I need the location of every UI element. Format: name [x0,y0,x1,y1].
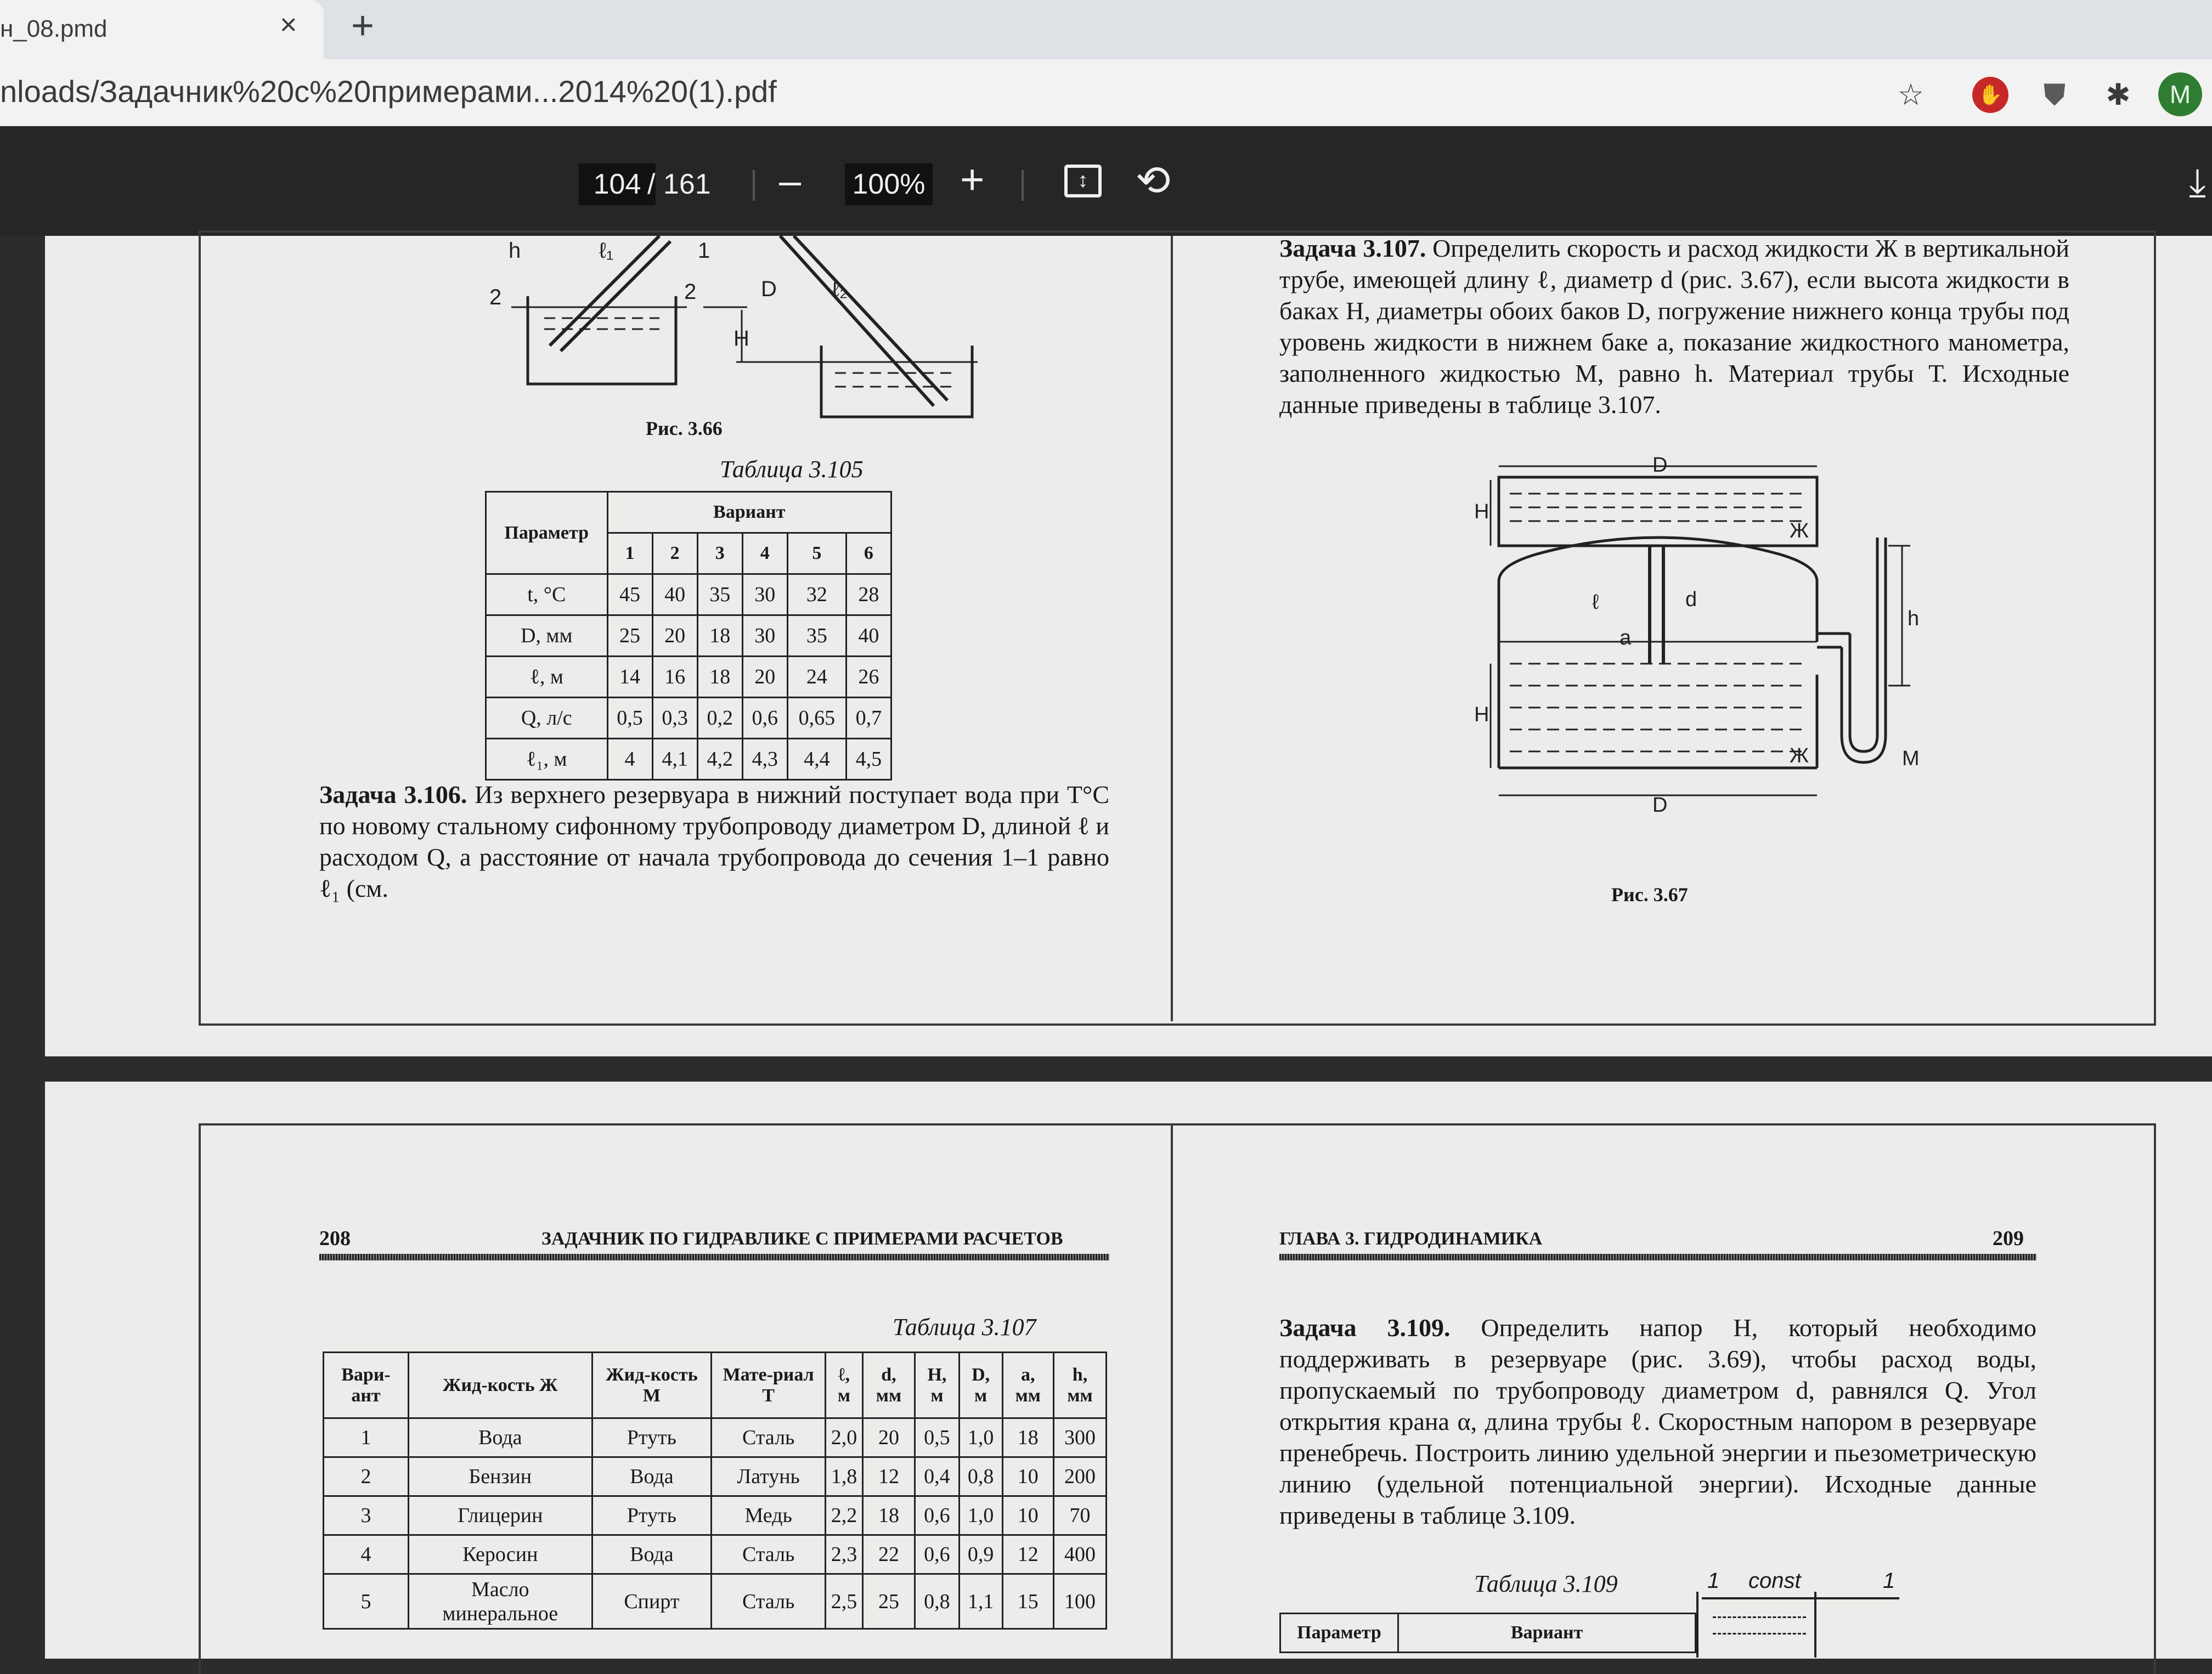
table-3-105 [485,491,892,781]
header-rule [1279,1254,2036,1260]
row-param: t, °С [486,574,608,615]
task-3-109 [1279,1312,2036,1531]
cell: 26 [846,657,891,698]
cell: 70 [1054,1496,1107,1535]
fig369-water [1713,1616,1806,1618]
cell: 3 [324,1496,409,1535]
cell: 4,1 [652,739,697,780]
shield-icon[interactable]: ⛊ [2043,78,2066,111]
cell: 16 [652,657,697,698]
cell: 35 [787,615,846,657]
fig367-label-zh-top: Ж [1790,519,1809,542]
table-3-109 [1279,1613,1696,1653]
variant-col: 4 [742,533,787,574]
fig369-line [1702,1597,1899,1599]
table-header: Жид-кость М [592,1353,712,1418]
table-3-107 [323,1351,1107,1630]
pdf-page [45,1082,2212,1659]
fig367-label-h: h [1908,607,1920,630]
cell: 4 [324,1535,409,1574]
table-header: Вариант [607,492,891,533]
cell: 20 [862,1418,915,1457]
cell: 4,2 [697,739,742,780]
fig366-label-d: D [761,277,777,301]
extensions-puzzle-icon[interactable]: ✱ [2106,78,2131,111]
cell: 45 [607,574,652,615]
cell: 0,4 [915,1457,960,1496]
cell: 24 [787,657,846,698]
fig369-tank-wall [1696,1592,1699,1658]
figure-caption: Рис. 3.67 [1611,884,1688,906]
cell: 25 [862,1574,915,1629]
row-param: D, мм [486,615,608,657]
cell: Вода [592,1457,712,1496]
cell: Вода [592,1535,712,1574]
spread-divider [1171,1123,1173,1661]
cell: 2,0 [826,1418,863,1457]
cell: 0,8 [915,1574,960,1629]
variant-col: 3 [697,533,742,574]
cell: 4,4 [787,739,846,780]
fig366-label-2b: 2 [684,280,697,304]
table-row [486,657,891,698]
cell: 2 [324,1457,409,1496]
table-row [324,1496,1107,1535]
fig369-label-const: const [1748,1569,1801,1593]
fig367-label-d: d [1685,588,1697,611]
profile-avatar[interactable]: M [2158,72,2202,116]
cell: 28 [846,574,891,615]
cell: 18 [697,615,742,657]
row-param: ℓ, м [486,657,608,698]
row-param: ℓ₁, м [486,739,608,780]
cell: 15 [1002,1574,1054,1629]
cell: 0,65 [787,698,846,739]
cell: Медь [712,1496,826,1535]
cell: 1,8 [826,1457,863,1496]
task-text: Из верхнего резервуара в нижний поступает вода при T°C по новому стальному сифонному трубопроводу диаметром D, длиной ℓ и расходом Q, а расстояние от начала трубопровода до сечения 1–1 равно ℓ₁ (см. [319,781,1110,902]
page-number: 208 [319,1227,351,1250]
table-header: d, мм [862,1353,915,1418]
table-row [324,1574,1107,1629]
cell: 0,9 [959,1535,1002,1574]
table-row [486,574,891,615]
fig369-water [1713,1633,1806,1635]
cell: 0,3 [652,698,697,739]
table-header: h, мм [1054,1353,1107,1418]
task-text: Определить напор H, который необходимо поддерживать в резервуаре (рис. 3.69), чтобы расход воды, пропускаемый по трубопроводу диаметром d, равнялся Q. Угол открытия крана α, длина трубы ℓ. Скоростным напором в резервуаре пренебречь. Построить линию удельной энергии и пьезометрическую линию (удельной потенциальной энергии). Исходные данные приведены в таблице 3.109. [1279,1314,2036,1529]
fig366-label-2a: 2 [489,285,502,309]
cell: 2,2 [826,1496,863,1535]
cell: 18 [1002,1418,1054,1457]
new-tab-button[interactable]: + [351,4,375,48]
cell: 20 [652,615,697,657]
task-title: Задача 3.109. [1279,1314,1451,1342]
toolbar-divider [753,170,755,201]
cell: 35 [697,574,742,615]
cell: 20 [742,657,787,698]
adblock-icon[interactable]: ✋ [1972,77,2008,113]
table-header: Параметр [486,492,608,574]
table-row [486,739,891,780]
table-header: Жид-кость Ж [408,1353,592,1418]
cell: Сталь [712,1418,826,1457]
task-title: Задача 3.106. [319,781,467,808]
table-caption: Таблица 3.105 [720,456,864,483]
pdf-toolbar [0,126,2212,236]
fig366-label-1: 1 [698,239,710,263]
task-title: Задача 3.107. [1279,234,1426,262]
running-title: ГЛАВА 3. ГИДРОДИНАМИКА [1279,1229,1543,1249]
fig366-label-H: H [733,326,749,350]
cell: 30 [742,574,787,615]
cell: 4,3 [742,739,787,780]
fig367-label-zh-bottom: Ж [1790,744,1809,767]
cell: 0,8 [959,1457,1002,1496]
tab-title: н_08.pmd [0,15,108,42]
fig367-label-M: M [1902,747,1920,770]
cell: 400 [1054,1535,1107,1574]
table-row [324,1535,1107,1574]
fig367-label-H-top: H [1474,500,1489,523]
download-icon[interactable]: ⤓ [2189,161,2206,203]
task-3-107 [1279,233,2069,420]
tab-strip [0,0,2212,59]
table-header: H, м [915,1353,960,1418]
fig366-label-l1: ℓ₁ [599,239,614,263]
cell: 10 [1002,1457,1054,1496]
cell: 1,0 [959,1496,1002,1535]
fig367-label-D-bottom: D [1652,794,1668,817]
cell: 18 [862,1496,915,1535]
table-row [486,615,891,657]
fig367-label-D-top: D [1652,455,1668,477]
cell: Латунь [712,1457,826,1496]
cell: 25 [607,615,652,657]
fit-page-icon[interactable]: ↕ [1064,165,1102,197]
bookmark-star-icon[interactable]: ☆ [1897,78,1925,111]
variant-col: 6 [846,533,891,574]
cell: 30 [742,615,787,657]
fig369-tank-wall [1814,1592,1816,1658]
cell: 40 [846,615,891,657]
pdf-page [45,236,2212,1056]
cell: Ртуть [592,1418,712,1457]
table-caption: Таблица 3.107 [893,1314,1036,1341]
task-3-106 [319,779,1109,904]
fig369-label-1a: 1 [1707,1569,1720,1593]
cell: 0,5 [915,1418,960,1457]
cell: 1 [324,1418,409,1457]
table-row [324,1418,1107,1457]
browser-tab[interactable] [0,0,324,59]
figure-caption: Рис. 3.66 [646,417,723,439]
table-header: Мате-риал Т [712,1353,826,1418]
zoom-input[interactable]: 100% [845,163,933,205]
cell: 200 [1054,1457,1107,1496]
variant-col: 5 [787,533,846,574]
fig367-label-l: ℓ [1592,591,1599,614]
page-number-input[interactable]: 104 [579,163,656,205]
toolbar-divider [1022,170,1024,201]
url-field[interactable]: nloads/Задачник%20с%20примерами...2014%20(1).pdf [0,74,777,109]
spread-divider [1171,236,1173,1021]
cell: 1,0 [959,1418,1002,1457]
header-rule [319,1254,1109,1260]
table-header: Параметр [1280,1614,1398,1653]
cell: 300 [1054,1418,1107,1457]
cell: 0,6 [742,698,787,739]
table-header: Вари-ант [324,1353,409,1418]
cell: Керосин [408,1535,592,1574]
cell: 0,2 [697,698,742,739]
row-param: Q, л/с [486,698,608,739]
cell: 18 [697,657,742,698]
variant-col: 2 [652,533,697,574]
cell: 4,5 [846,739,891,780]
cell: 0,5 [607,698,652,739]
cell: 100 [1054,1574,1107,1629]
cell: 2,5 [826,1574,863,1629]
cell: 32 [787,574,846,615]
cell: 12 [862,1457,915,1496]
cell: 40 [652,574,697,615]
cell: 1,1 [959,1574,1002,1629]
close-tab-icon[interactable]: × [280,8,297,41]
cell: Вода [408,1418,592,1457]
figure-3-67 [1417,455,1965,850]
figure-3-66 [429,236,1005,444]
cell: Масло минеральное [408,1574,592,1629]
task-text: Определить скорость и расход жидкости Ж в вертикальной трубе, имеющей длину ℓ, диаметр d (рис. 3.67), если высота жидкости в баках H, диаметры обоих баков D, погружение нижнего конца трубы под уровень жидкости в нижнем баке a, показание жидкостного манометра, заполненного жидкостью М, равно h. Материал трубы Т. Исходные данные приведены в таблице 3.107. [1279,234,2069,418]
table-header: a, мм [1002,1353,1054,1418]
cell: 0,6 [915,1496,960,1535]
cell: Спирт [592,1574,712,1629]
zoom-in-button[interactable]: + [960,156,985,203]
fig366-label-l2: ℓ₂ [832,277,848,301]
cell: 4 [607,739,652,780]
cell: Ртуть [592,1496,712,1535]
table-caption: Таблица 3.109 [1474,1570,1618,1597]
running-title: ЗАДАЧНИК ПО ГИДРАВЛИКЕ С ПРИМЕРАМИ РАСЧЕТОВ [541,1229,1063,1249]
cell: 14 [607,657,652,698]
fig369-label-1b: 1 [1883,1569,1895,1593]
fig367-label-a: a [1620,626,1632,649]
cell: 2,3 [826,1535,863,1574]
table-header: ℓ, м [826,1353,863,1418]
page-number: 209 [1993,1227,2024,1250]
cell: 10 [1002,1496,1054,1535]
cell: 12 [1002,1535,1054,1574]
cell: Бензин [408,1457,592,1496]
page-total: / 161 [647,168,711,200]
table-header: D, м [959,1353,1002,1418]
cell: Сталь [712,1535,826,1574]
variant-col: 1 [607,533,652,574]
cell: 0,6 [915,1535,960,1574]
cell: 5 [324,1574,409,1629]
zoom-out-button[interactable]: – [779,159,802,203]
cell: 0,7 [846,698,891,739]
cell: Глицерин [408,1496,592,1535]
table-row [324,1457,1107,1496]
rotate-icon[interactable]: ⟲ [1136,157,1171,204]
fig366-label-h: h [509,239,521,263]
cell: Сталь [712,1574,826,1629]
cell: 22 [862,1535,915,1574]
fig367-label-H-bottom: H [1474,703,1489,726]
table-header: Вариант [1398,1614,1696,1653]
address-bar-row [0,59,2212,126]
table-row [486,698,891,739]
